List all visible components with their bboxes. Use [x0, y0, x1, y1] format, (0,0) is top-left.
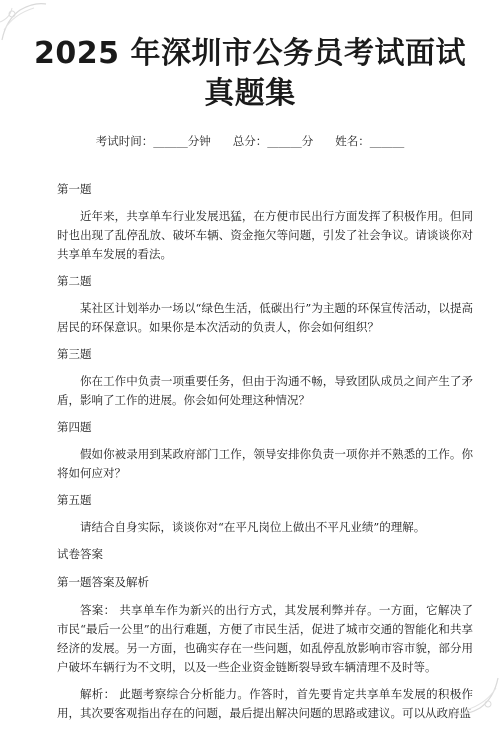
question-text: 假如你被录用到某政府部门工作，领导安排你负责一项你并不熟悉的工作。你将如何应对？	[57, 447, 473, 480]
question-text: 请结合自身实际，谈谈你对“在平凡岗位上做出不平凡业绩”的理解。	[80, 520, 426, 534]
question-text: 近年来，共享单车行业发展迅猛，在方便市民出行方面发挥了积极作用。但同时也出现了乱停乱放、破坏车辆、资金拖欠等问题，引发了社会争议。请谈谈你对共享单车发展的看法。	[57, 209, 473, 261]
question-label: 第五题	[57, 493, 92, 507]
answers-section-title: 试卷答案	[57, 547, 103, 561]
question-text: 某社区计划举办一场以“绿色生活，低碳出行”为主题的环保宣传活动，以提高居民的环保意识。如果你是本次活动的负责人，你会如何组织？	[57, 301, 473, 334]
answer-1-title: 第一题答案及解析	[57, 575, 149, 589]
question-label: 第四题	[57, 420, 92, 434]
exam-time-field: 考试时间：______分钟	[95, 134, 211, 148]
question-label: 第二题	[57, 274, 92, 288]
question-text: 你在工作中负责一项重要任务，但由于沟通不畅，导致团队成员之间产生了矛盾，影响了工作的进展。你会如何处理这种情况？	[57, 374, 473, 407]
question-3	[57, 345, 473, 410]
question-5	[57, 491, 473, 537]
exam-meta-line	[0, 133, 500, 149]
document-title: 2025 年深圳市公务员考试面试真题集	[34, 36, 466, 111]
name-field: 姓名：______	[335, 134, 405, 148]
question-1	[57, 180, 473, 264]
total-score-field: 总分：______分	[232, 134, 314, 148]
answer-1-text: 答案： 共享单车作为新兴的出行方式，其发展利弊并存。一方面，它解决了市民“最后一公里”的出行难题，方便了市民生活，促进了城市交通的智能化和共享经济的发展。另一方面，也确实存在一些问题，如乱停乱放影响市容市貌，部分用户破坏车辆行为不文明，以及一些企业资金链断裂导致车辆清理不及时等。	[57, 603, 473, 674]
document-body	[57, 180, 473, 731]
question-2	[57, 272, 473, 337]
question-label: 第三题	[57, 347, 92, 361]
question-4	[57, 418, 473, 483]
question-label: 第一题	[57, 182, 92, 196]
analysis-1-text: 解析： 此题考察综合分析能力。作答时，首先要肯定共享单车发展的积极作用，其次要客观指出存在的问题，最后提出解决问题的思路或建议。可以从政府监	[57, 687, 473, 720]
